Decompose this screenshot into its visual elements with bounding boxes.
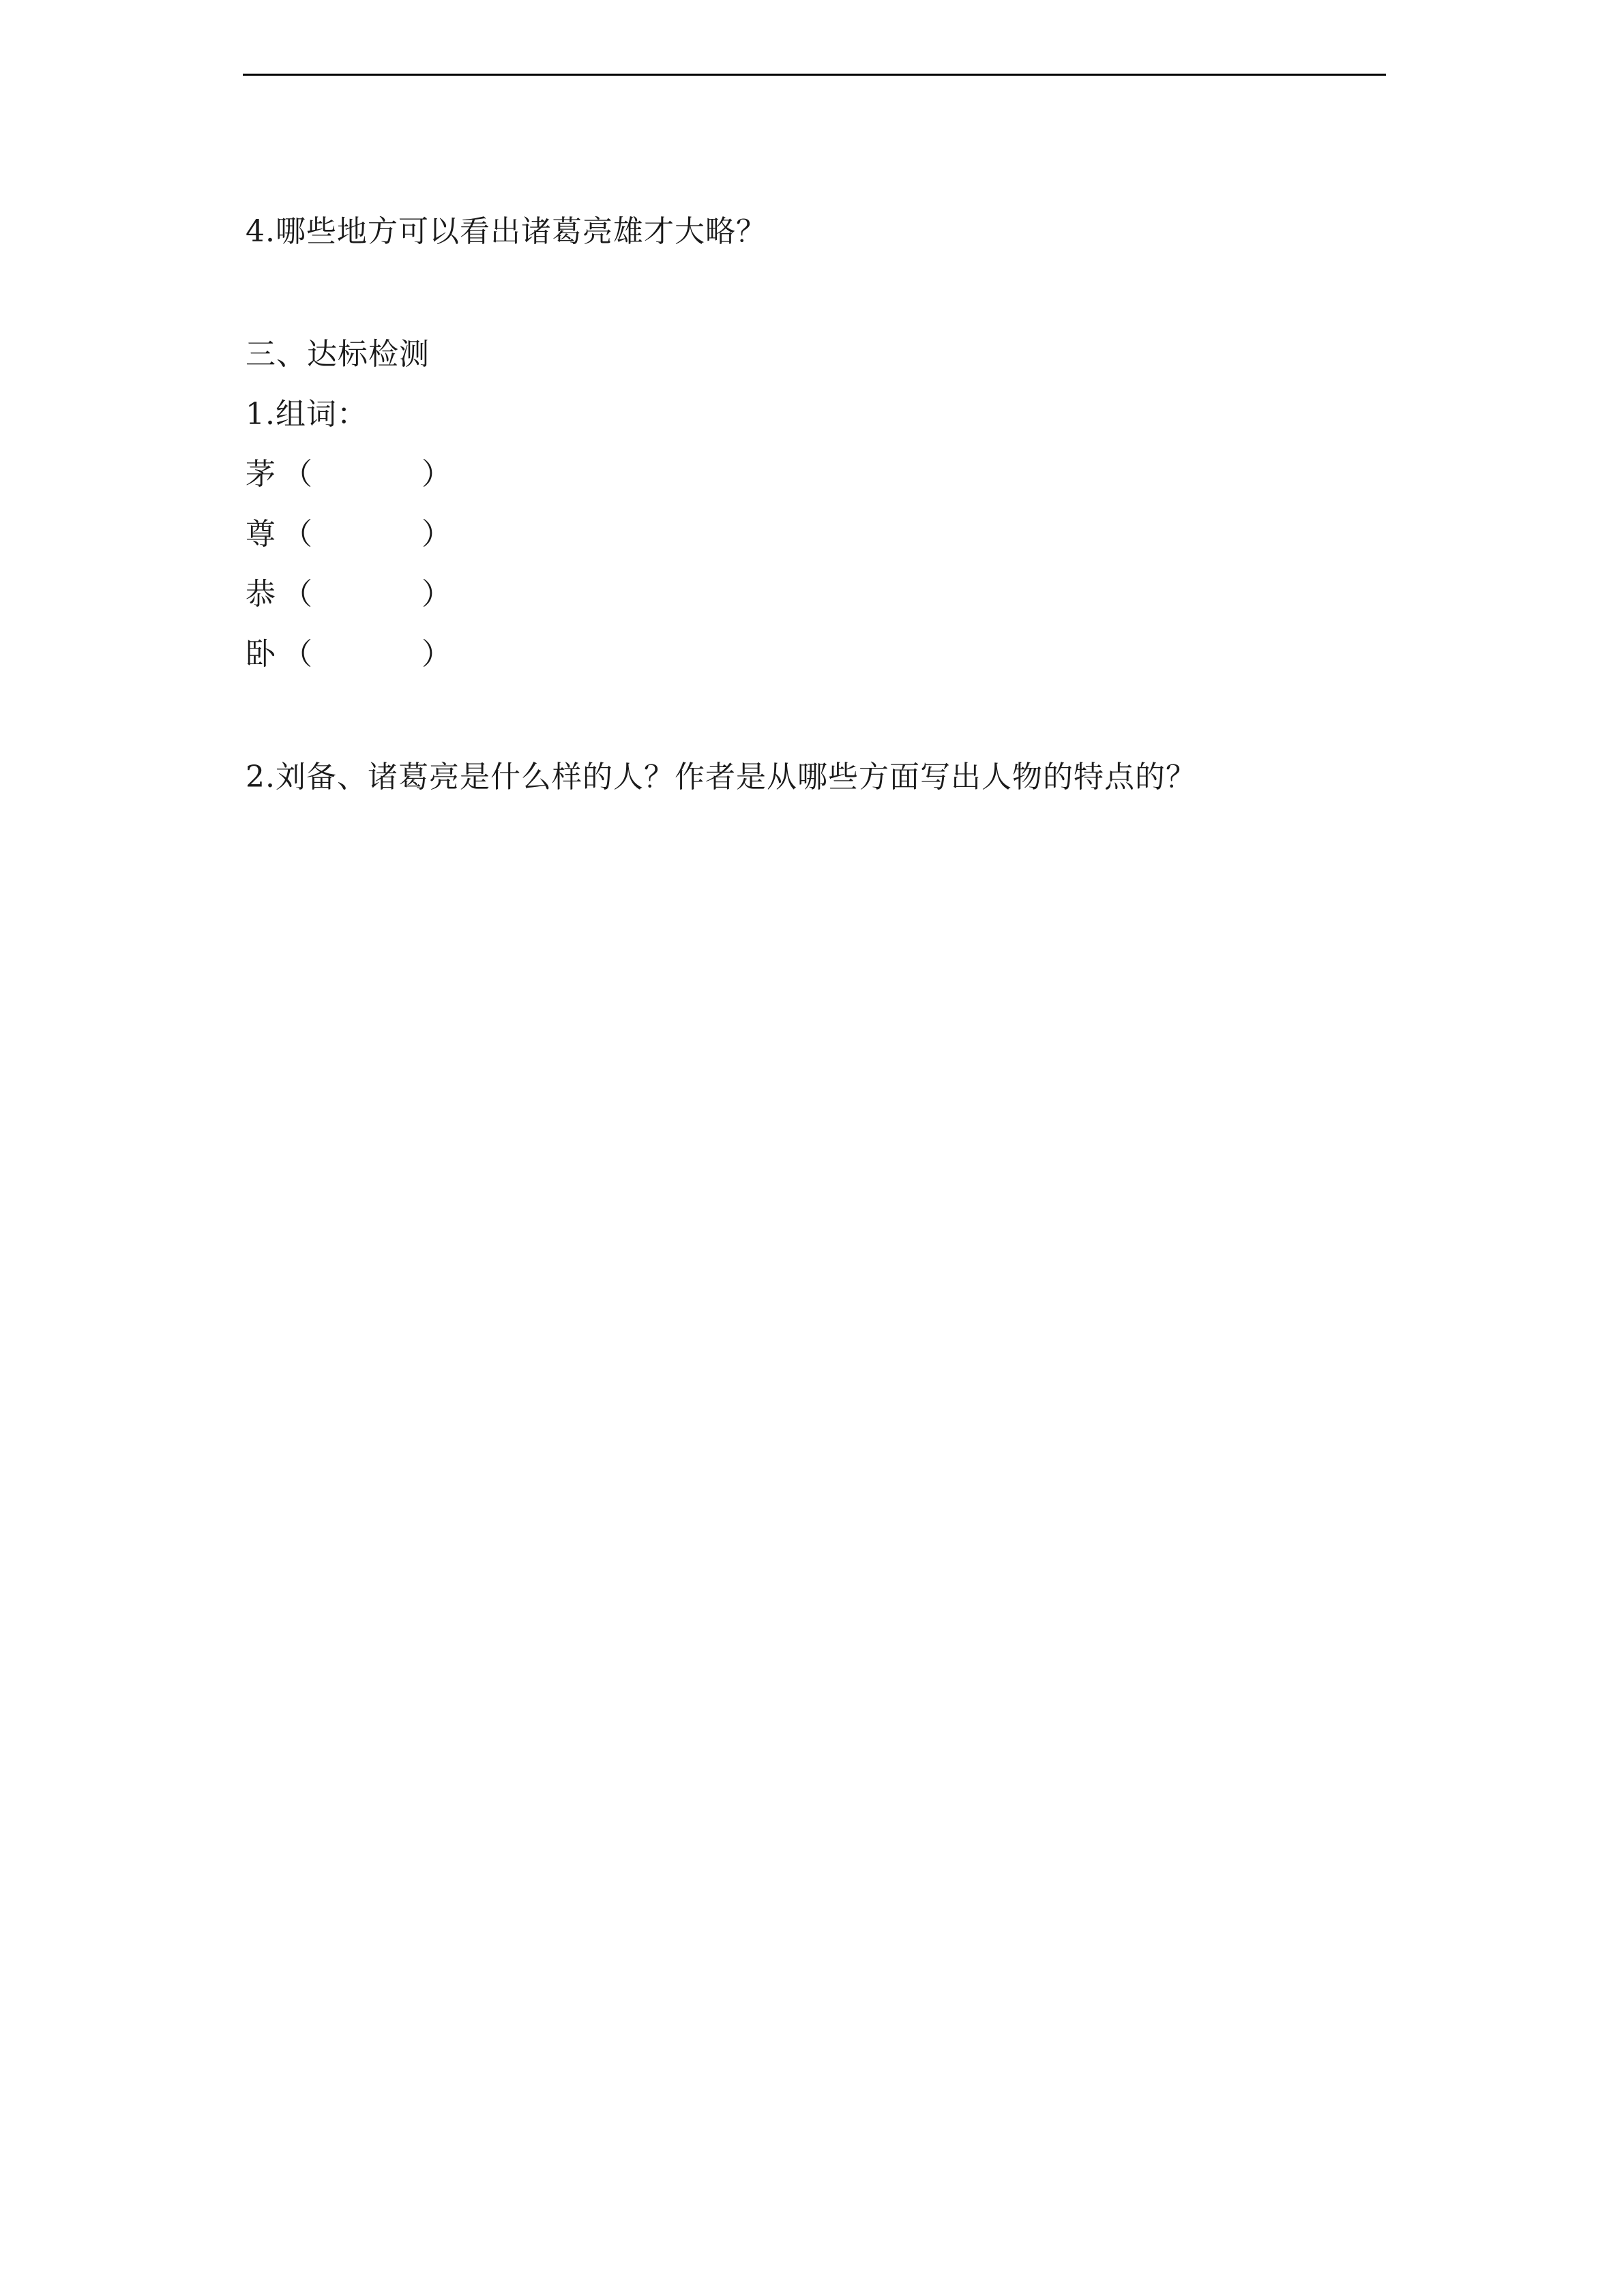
- vocab-char: 恭: [246, 577, 276, 612]
- close-paren: ）: [422, 457, 452, 492]
- vocab-item: [246, 516, 452, 554]
- header-rule: [243, 74, 1386, 76]
- question-1-label: 1.组词：: [246, 397, 368, 432]
- close-paren: ）: [422, 517, 452, 552]
- question-2: 2.刘备、诸葛亮是什么样的人？作者是从哪些方面写出人物的特点的？: [246, 760, 1196, 794]
- close-paren: ）: [422, 637, 452, 672]
- open-paren: （: [282, 637, 312, 672]
- open-paren: （: [282, 577, 312, 612]
- vocab-item: [246, 576, 452, 614]
- section-3-title: 三、达标检测: [246, 337, 430, 372]
- open-paren: （: [282, 457, 312, 492]
- vocab-char: 茅: [246, 457, 276, 492]
- vocab-char: 尊: [246, 517, 276, 552]
- open-paren: （: [282, 517, 312, 552]
- vocab-item: [246, 456, 452, 494]
- vocab-char: 卧: [246, 637, 276, 672]
- close-paren: ）: [422, 577, 452, 612]
- vocab-item: [246, 636, 452, 674]
- question-4: 4.哪些地方可以看出诸葛亮雄才大略？: [246, 214, 767, 249]
